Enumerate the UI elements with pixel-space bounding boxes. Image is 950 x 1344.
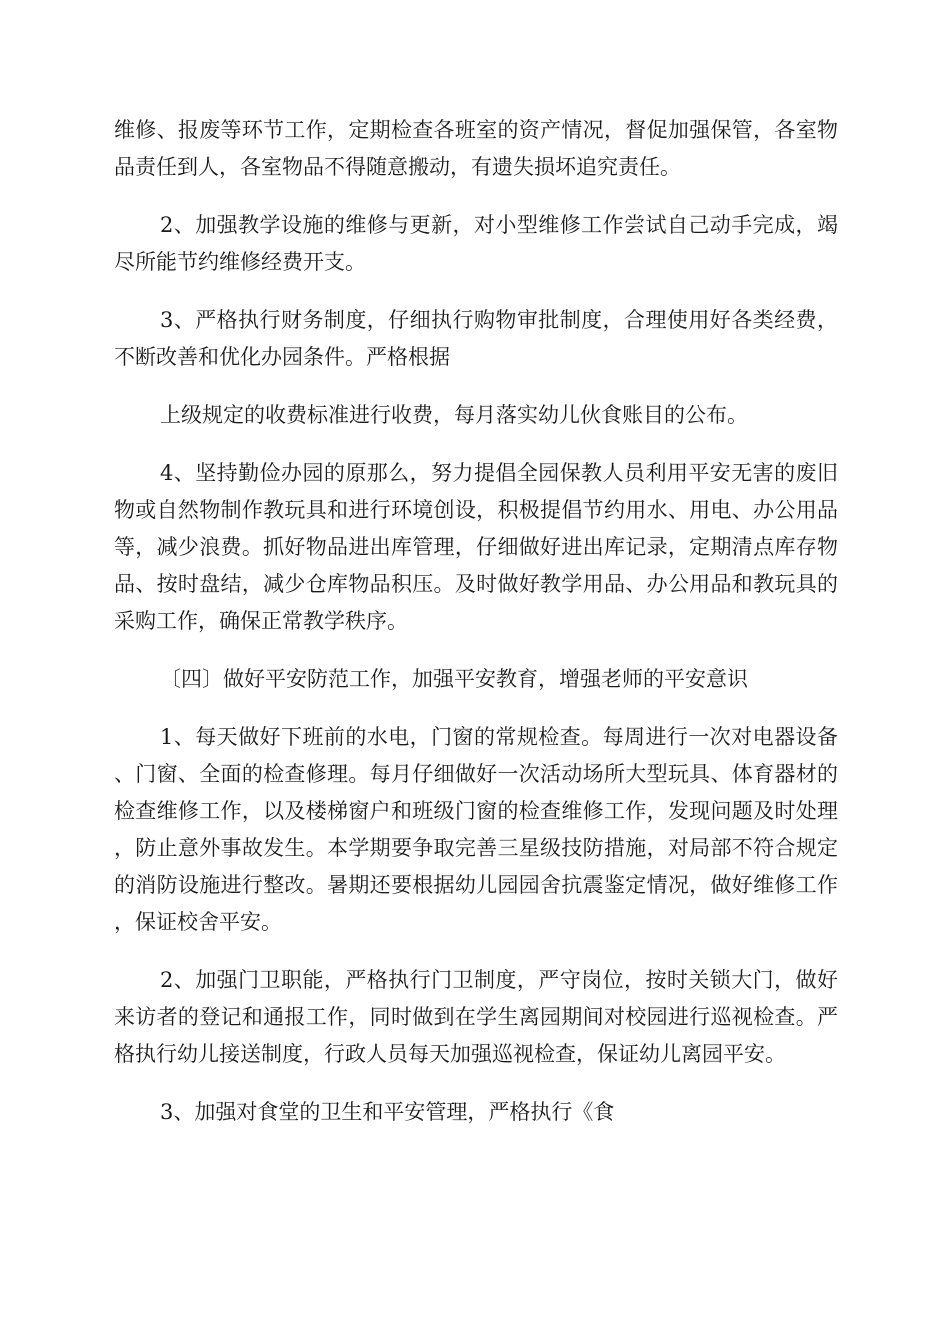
paragraph-safety-item-2: 2、加强门卫职能，严格执行门卫制度，严守岗位，按时关锁大门，做好来访者的登记和通报工作，同时做到在学生离园期间对校园进行巡视检查。严格执行幼儿接送制度，行政人员每天加强巡视检查，保证幼儿离园平安。	[114, 968, 838, 1066]
paragraph-safety-item-1: 1、每天做好下班前的水电，门窗的常规检查。每周进行一次对电器设备、门窗、全面的检查修理。每月仔细做好一次活动场所大型玩具、体育器材的检查维修工作，以及楼梯窗户和班级门窗的检查维修工作，发现问题及时处理，防止意外事故发生。本学期要争取完善三星级技防措施，对局部不符合规定的消防设施进行整改。暑期还要根据幼儿园园舍抗震鉴定情况，做好维修工作，保证校舍平安。	[114, 725, 838, 934]
document-body	[114, 112, 838, 1152]
paragraph-safety-item-3: 3、加强对食堂的卫生和平安管理，严格执行《食	[160, 1100, 615, 1124]
paragraph-item-3-finance: 3、严格执行财务制度，仔细执行购物审批制度，合理使用好各类经费，不断改善和优化办园条件。严格根据	[114, 308, 838, 369]
paragraph-asset-management: 维修、报废等环节工作，定期检查各班室的资产情况，督促加强保管，各室物品责任到人，各室物品不得随意搬动，有遗失损坏追究责任。	[114, 118, 838, 179]
paragraph-item-4-thrift: 4、坚持勤俭办园的原那么，努力提倡全园保教人员利用平安无害的废旧物或自然物制作教玩具和进行环境创设，积极提倡节约用水、用电、办公用品等，减少浪费。抓好物品进出库管理，仔细做好进出库记录，定期清点库存物品、按时盘结，减少仓库物品积压。及时做好教学用品、办公用品和教玩具的采购工作，确保正常教学秩序。	[114, 461, 838, 633]
paragraph-item-2-maintenance: 2、加强教学设施的维修与更新，对小型维修工作尝试自己动手完成，竭尽所能节约维修经费开支。	[114, 213, 838, 274]
section-heading-safety: 〔四〕做好平安防范工作，加强平安教育，增强老师的平安意识	[160, 667, 748, 691]
paragraph-fee-standard: 上级规定的收费标准进行收费，每月落实幼儿伙食账目的公布。	[160, 403, 748, 427]
